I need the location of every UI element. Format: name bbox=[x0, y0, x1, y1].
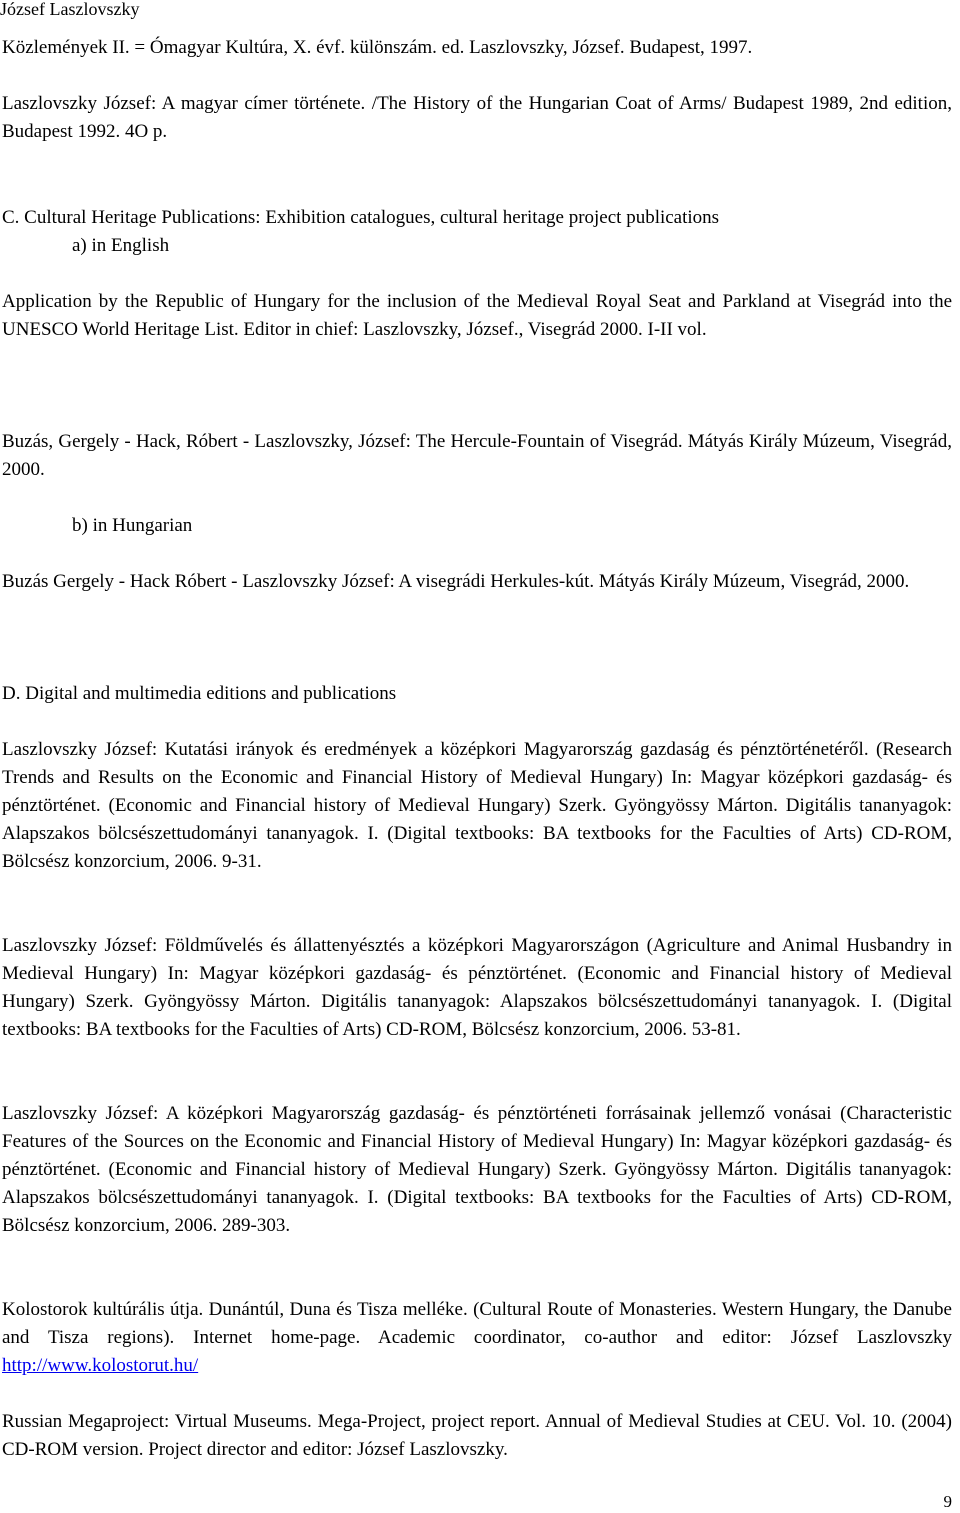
bibliography-entry-kolostorok bbox=[2, 1296, 952, 1380]
section-c-sub-b: b) in Hungarian bbox=[72, 515, 193, 536]
bibliography-entry: Buzás Gergely - Hack Róbert - Laszlovszky József: A visegrádi Herkules-kút. Mátyás Király Múzeum, Visegrád, 2000. bbox=[2, 571, 910, 592]
bibliography-entry: Laszlovszky József: A magyar címer története. /The History of the Hungarian Coat of Arms/ Budapest 1989, 2nd edition, Budapest 1992. 4O p. bbox=[2, 93, 952, 142]
running-head: József Laszlovszky bbox=[0, 0, 140, 19]
bibliography-entry: Buzás, Gergely - Hack, Róbert - Laszlovszky, József: The Hercule-Fountain of Visegrád. Mátyás Király Múzeum, Visegrád, 2000. bbox=[2, 431, 952, 480]
page-number: 9 bbox=[943, 1492, 952, 1511]
section-c-heading bbox=[2, 204, 952, 260]
kolostorok-link[interactable]: http://www.kolostorut.hu/ bbox=[2, 1355, 199, 1376]
bibliography-entry: Laszlovszky József: A középkori Magyarország gazdaság- és pénztörténeti forrásainak jellemző vonásai (Characteristic Features of the Sources on the Economic and Financial History of Medieval Hungary) In: Magyar középkori gazdaság- és pénztörténet. (Economic and Financial history of Medieval Hungary) Szerk. Gyöngyössy Márton. Digitális tananyagok: Alapszakos bölcsészettudományi tananyagok. I. (Digital textbooks: BA textbooks for the Faculties of Arts) CD-ROM, Bölcsész konzorcium, 2006. 289-303. bbox=[2, 1103, 952, 1236]
section-c-sub-a: a) in English bbox=[72, 235, 170, 256]
bibliography-entry: Közlemények II. = Ómagyar Kultúra, X. évf. különszám. ed. Laszlovszky, József. Budapest, 1997. bbox=[2, 37, 753, 58]
bibliography-entry: Laszlovszky József: Földművelés és állattenyésztés a középkori Magyarországon (Agriculture and Animal Husbandry in Medieval Hungary) In: Magyar középkori gazdaság- és pénztörténet. (Economic and Financial history of Medieval Hungary) Szerk. Gyöngyössy Márton. Digitális tananyagok: Alapszakos bölcsészettudományi tananyagok. I. (Digital textbooks: BA textbooks for the Faculties of Arts) CD-ROM, Bölcsész konzorcium, 2006. 53-81. bbox=[2, 935, 952, 1040]
bibliography-entry: Application by the Republic of Hungary for the inclusion of the Medieval Royal Seat and Parkland at Visegrád into the UNESCO World Heritage List. Editor in chief: Laszlovszky, József., Visegrád 2000. I-II vol. bbox=[2, 291, 952, 340]
kolostorok-text: Kolostorok kultúrális útja. Dunántúl, Duna és Tisza melléke. (Cultural Route of Monasteries. Western Hungary, the Danube and Tisza regions). Internet home-page. Academic coordinator, co-author and editor: József Laszlovszky bbox=[2, 1299, 952, 1348]
section-d-title: D. Digital and multimedia editions and publications bbox=[2, 683, 397, 704]
section-c-title: C. Cultural Heritage Publications: Exhibition catalogues, cultural heritage project publications bbox=[2, 207, 720, 228]
bibliography-entry: Laszlovszky József: Kutatási irányok és eredmények a középkori Magyarország gazdaság és pénztörténetéről. (Research Trends and Results on the Economic and Financial History of Medieval Hungary) In: Magyar középkori gazdaság- és pénztörténet. (Economic and Financial history of Medieval Hungary) Szerk. Gyöngyössy Márton. Digitális tananyagok: Alapszakos bölcsészettudományi tananyagok. I. (Digital textbooks: BA textbooks for the Faculties of Arts) CD-ROM, Bölcsész konzorcium, 2006. 9-31. bbox=[2, 739, 952, 872]
bibliography-entry: Russian Megaproject: Virtual Museums. Mega-Project, project report. Annual of Medieval Studies at CEU. Vol. 10. (2004) CD-ROM version. Project director and editor: József Laszlovszky. bbox=[2, 1411, 952, 1460]
